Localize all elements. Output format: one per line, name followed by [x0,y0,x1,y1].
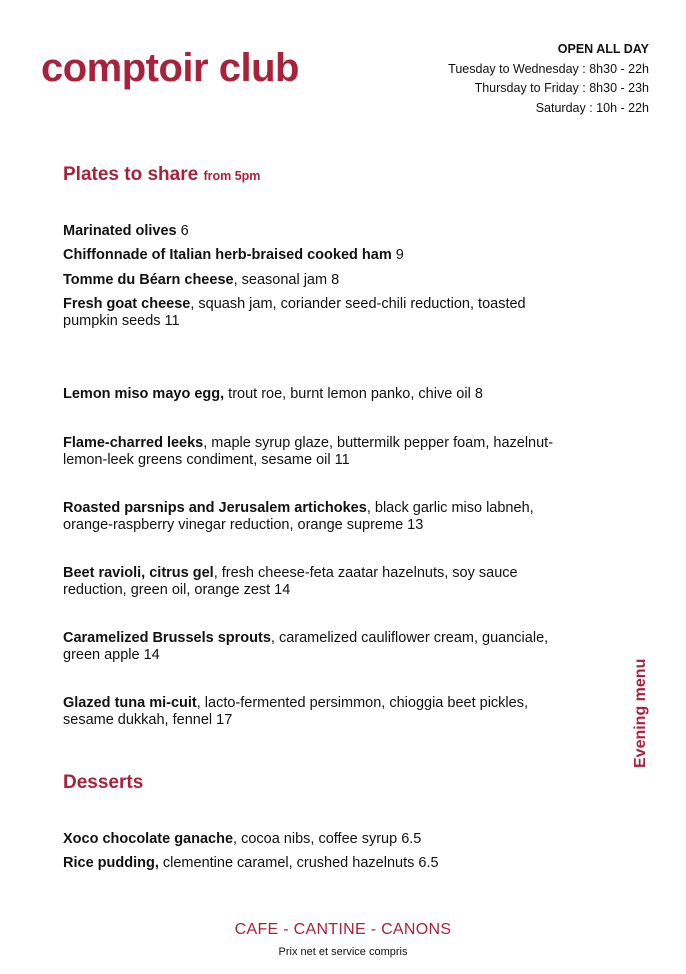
item-desc: clementine caramel, crushed hazelnuts 6.5 [158,855,439,871]
item-name: Rice pudding, [63,855,159,871]
item-desc: , maple syrup glaze, buttermilk pepper foam, hazelnut-lemon-leek greens condiment, sesame oil 11 [63,435,554,468]
item-name: Beet ravioli, citrus gel [63,565,214,581]
menu-item [63,386,603,403]
desserts-title: Desserts [63,772,144,793]
item-desc: 9 [391,247,404,263]
plates-title: Plates to share [63,164,199,185]
item-name: Chiffonnade of Italian herb-braised cooked ham [63,247,392,263]
item-name: Fresh goat cheese [63,296,191,312]
side-label [630,640,652,768]
item-name: Roasted parsnips and Jerusalem artichokes [63,500,367,516]
menu-item [63,500,553,534]
hours-line-sat: Saturday : 10h - 22h [535,100,649,115]
item-name: Tomme du Béarn cheese [63,272,234,288]
item-name: Flame-charred leeks [63,435,204,451]
item-name: Caramelized Brussels sprouts [63,630,271,646]
side-label-text: Evening menu [632,658,649,768]
item-desc: 6 [176,223,189,239]
menu-item [63,630,553,664]
hours-line-tue-wed: Tuesday to Wednesday : 8h30 - 22h [448,61,649,76]
section-title-plates [63,164,260,186]
item-desc: trout roe, burnt lemon panko, chive oil 8 [224,386,483,402]
item-desc: , lacto-fermented persimmon, chioggia beet pickles, sesame dukkah, fennel 17 [63,695,528,728]
item-desc: , caramelized cauliflower cream, guanciale, green apple 14 [63,630,549,663]
menu-item [63,223,603,240]
menu-item [63,247,603,264]
menu-item [63,565,583,599]
item-desc: , cocoa nibs, coffee syrup 6.5 [233,831,422,847]
footer-tagline: CAFE - CANTINE - CANONS [234,921,452,938]
item-desc: , fresh cheese-feta zaatar hazelnuts, soy sauce reduction, green oil, orange zest 14 [63,565,518,598]
item-name: Marinated olives [63,223,177,239]
brand-logo: comptoir club [41,46,299,90]
footer-note: Prix net et service compris [278,946,408,958]
menu-item [63,695,553,729]
menu-item [63,855,603,872]
hours-line-thu-fri: Thursday to Friday : 8h30 - 23h [474,81,649,95]
menu-item [63,272,603,289]
item-name: Lemon miso mayo egg, [63,386,225,402]
opening-hours [448,40,649,118]
item-name: Glazed tuna mi-cuit [63,695,197,711]
section-title-desserts [63,772,143,794]
menu-item [63,435,563,469]
menu-item [63,296,543,330]
item-desc: , squash jam, coriander seed-chili reduction, toasted pumpkin seeds 11 [63,296,526,329]
item-name: Xoco chocolate ganache [63,831,234,847]
hours-title: OPEN ALL DAY [557,42,649,56]
item-desc: , seasonal jam 8 [233,272,340,288]
plates-subtitle: from 5pm [203,169,261,183]
item-desc: , black garlic miso labneh, orange-raspberry vinegar reduction, orange supreme 13 [63,500,534,533]
menu-item [63,831,603,848]
